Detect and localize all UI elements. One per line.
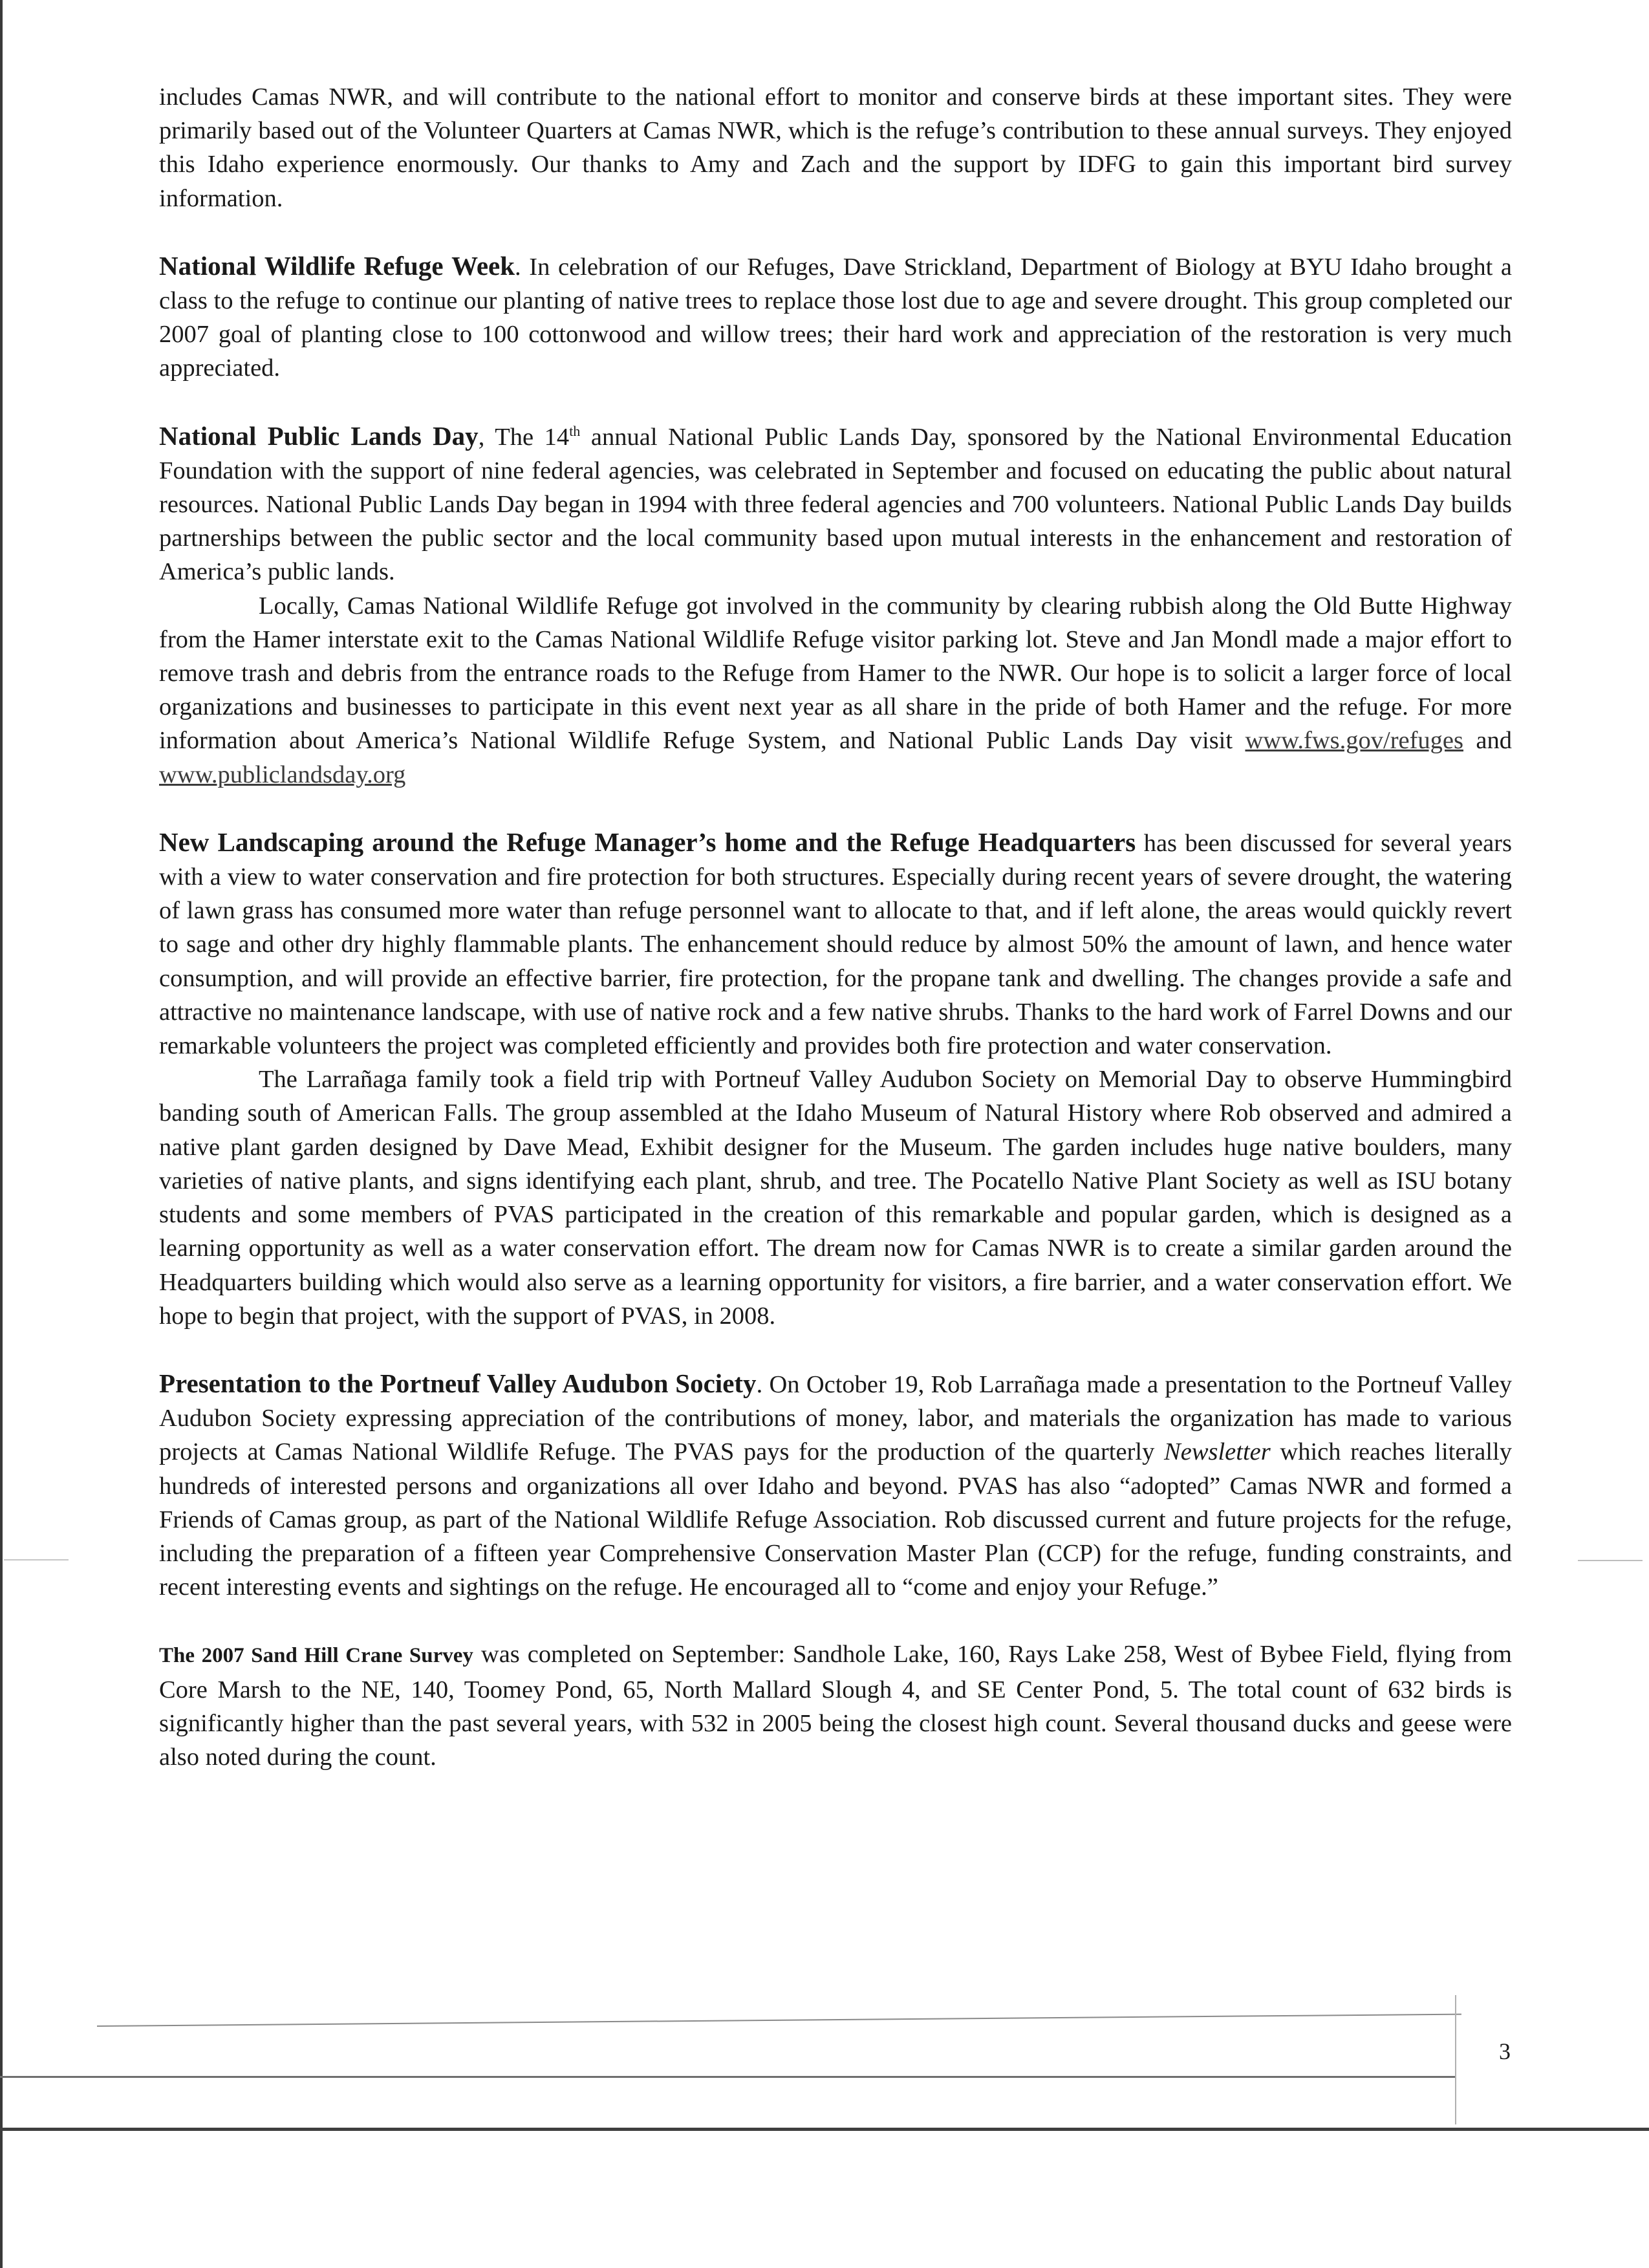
crane-survey-text: was completed on September: Sandhole Lake, 160, Rays Lake 258, West of Bybee Field, flying from Core Marsh to the NE, 140, Toomey Pond, 65, North Mallard Slough 4, and SE Center Pond, 5. The total count of 632 birds is significantly higher than the past several years, with 532 in 2005 being the closest high count. Several thousand ducks and geese were also noted during the count. [159, 1641, 1512, 1771]
landscaping-text: has been discussed for several years with a view to water conservation and fire protection for both structures. Especially during recent years of severe drought, the watering of lawn grass has consumed more water than refuge personnel want to allocate to that, and if left alone, the areas would quickly revert to sage and other dry highly flammable plants. The enhancement should reduce by almost 50% the amount of lawn, and hence water consumption, and will provide an effective barrier, fire protection, for the propane tank and dwelling. The changes provide a safe and attractive no maintenance landscape, with use of native rock and a few native shrubs. Thanks to the hard work of Farrel Downs and our remarkable volunteers the project was completed efficiently and provides both fire protection and water conservation. [159, 829, 1512, 1060]
crane-survey-section [159, 1637, 1512, 1774]
footer-rule [0, 2076, 1455, 2078]
presentation-text-pre: . On October 19, Rob Larrañaga made a presentation to the Portneuf Valley Audubon Society expressing appreciation of the contributions of money, labor, and materials the organization has made to various projects at Camas National Wildlife Refuge. The PVAS pays for the production of the quarterly [159, 1370, 1513, 1466]
presentation-text-post: which reaches literally hundreds of interested persons and organizations all over Idaho and beyond. PVAS has also “adopted” Camas NWR and formed a Friends of Camas group, as part of the National Wildlife Refuge Association. Rob discussed current and future projects for the refuge, including the preparation of a fifteen year Comprehensive Conservation Master Plan (CCP) for the refuge, funding constraints, and recent interesting events and sightings on the refuge. He encouraged all to “come and enjoy your Refuge.” [159, 1438, 1512, 1601]
page-number: 3 [1499, 2038, 1511, 2064]
public-lands-text-pre: , The 14 [478, 423, 570, 451]
crane-survey-heading: The 2007 Sand Hill Crane Survey [159, 1644, 473, 1668]
spacer [159, 1604, 1512, 1637]
presentation-heading: Presentation to the Portneuf Valley Audubon Society [159, 1368, 757, 1398]
refuge-week-heading: National Wildlife Refuge Week [159, 250, 515, 281]
public-lands-heading: National Public Lands Day [159, 420, 479, 451]
landscaping-heading: New Landscaping around the Refuge Manager’s home and the Refuge Headquarters [159, 826, 1136, 857]
refuge-week-text: . In celebration of our Refuges, Dave Strickland, Department of Biology at BYU Idaho brought a class to the refuge to continue our planting of native trees to replace those lost due to age and severe drought. This group completed our 2007 goal of planting close to 100 cottonwood and willow trees; their hard work and appreciation of the restoration is very much appreciated. [159, 253, 1512, 382]
spacer [159, 792, 1512, 825]
page-bottom-edge [0, 2128, 1649, 2131]
refuge-week-section [159, 249, 1512, 385]
public-lands-paragraph-2 [159, 589, 1512, 792]
fws-refuges-link[interactable]: www.fws.gov/refuges [1245, 727, 1463, 755]
spacer [159, 215, 1512, 249]
ordinal-suffix: th [569, 422, 581, 439]
landscaping-section [159, 825, 1512, 1063]
intro-paragraph: includes Camas NWR, and will contribute to the national effort to monitor and conserve birds at these important sites. They were primarily based out of the Volunteer Quarters at Camas NWR, which is the refuge’s contribution to these annual surveys. They enjoyed this Idaho experience enormously. Our thanks to Amy and Zach and the support by IDFG to gain this important bird survey information. [159, 83, 1512, 212]
spacer [159, 385, 1512, 419]
public-lands-para2-text: Locally, Camas National Wildlife Refuge got involved in the community by clearing rubbish along the Old Butte Highway from the Hamer interstate exit to the Camas National Wildlife Refuge visitor parking lot. Steve and Jan Mondl made a major effort to remove trash and debris from the entrance roads to the Refuge from Hamer to the NWR. Our hope is to solicit a larger force of local organizations and businesses to participate in this event next year as all share in the pride of both Hamer and the refuge. For more information about America’s National Wildlife Refuge System, and National Public Lands Day visit [159, 592, 1512, 755]
page-number-box-edge [1455, 1995, 1456, 2124]
scan-page-edge [0, 0, 3, 2268]
and-text: and [1463, 727, 1512, 755]
document-body [159, 80, 1512, 1774]
scan-artifact-line [4, 1559, 69, 1561]
landscaping-paragraph-2: The Larrañaga family took a field trip with Portneuf Valley Audubon Society on Memorial Day to observe Hummingbird banding south of American Falls. The group assembled at the Idaho Museum of Natural History where Rob observed and admired a native plant garden designed by Dave Mead, Exhibit designer for the Museum. The garden includes huge native boulders, many varieties of native plants, and signs identifying each plant, shrub, and tree. The Pocatello Native Plant Society as well as ISU botany students and some members of PVAS participated in the creation of this remarkable and popular garden, which is designed as a learning opportunity as well as a water conservation effort. The dream now for Camas NWR is to create a similar garden around the Headquarters building which would also serve as a learning opportunity for visitors, a fire barrier, and a water conservation effort. We hope to begin that project, with the support of PVAS, in 2008. [159, 1066, 1512, 1330]
spacer [159, 1333, 1512, 1366]
presentation-section [159, 1366, 1512, 1604]
public-lands-day-link[interactable]: www.publiclandsday.org [159, 761, 406, 788]
scan-artifact-line [1578, 1560, 1643, 1561]
newsletter-title: Newsletter [1164, 1438, 1271, 1466]
public-lands-section [159, 419, 1512, 589]
public-lands-text-post: annual National Public Lands Day, sponsored by the National Environmental Education Foundation with the support of nine federal agencies, was celebrated in September and focused on educating the public about natural resources. National Public Lands Day began in 1994 with three federal agencies and 700 volunteers. National Public Lands Day builds partnerships between the public sector and the local community based upon mutual interests in the enhancement and restoration of America’s public lands. [159, 423, 1512, 586]
footer-rule [97, 2014, 1461, 2027]
